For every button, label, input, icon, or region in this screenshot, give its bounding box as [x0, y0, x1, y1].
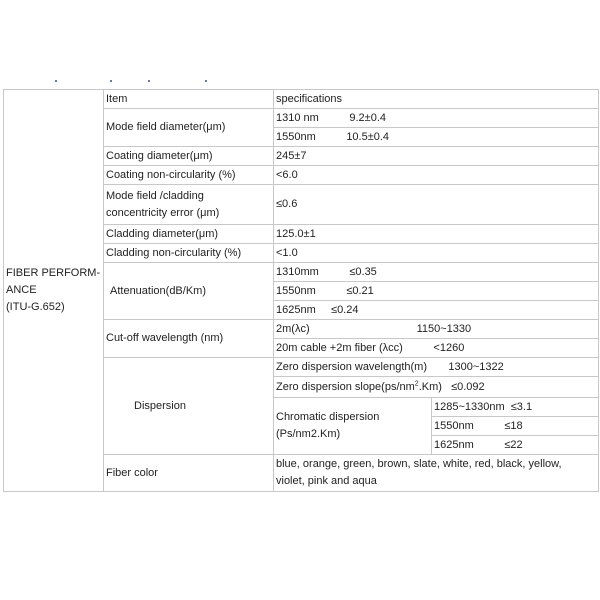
- coating-noncirc-value: <6.0: [274, 166, 599, 185]
- fiber-color-label: Fiber color: [104, 455, 274, 492]
- attenuation-value: 1625nm ≤0.24: [274, 301, 599, 320]
- header-spec: specifications: [274, 90, 599, 109]
- coating-noncirc-label: Coating non-circularity (%): [104, 166, 274, 185]
- category-line: FIBER PERFORM-: [6, 267, 101, 279]
- fiber-spec-table: [3, 89, 599, 492]
- cutoff-value: 20m cable +2m fiber (λcc) <1260: [274, 339, 599, 358]
- chromatic-value: 1625nm ≤22: [432, 436, 599, 455]
- attenuation-label: Attenuation(dB/Km): [104, 263, 274, 320]
- zero-dispersion-wavelength: Zero dispersion wavelength(m) 1300~1322: [274, 358, 599, 377]
- zero-slope-text: .Km) ≤0.092: [418, 380, 485, 393]
- concentricity-value: ≤0.6: [274, 185, 599, 225]
- cladding-noncirc-value: <1.0: [274, 244, 599, 263]
- attenuation-value: 1310mm ≤0.35: [274, 263, 599, 282]
- mode-field-value: 1550nm 10.5±0.4: [274, 128, 599, 147]
- category-cell: [4, 90, 104, 492]
- fiber-color-value: [274, 455, 599, 492]
- dispersion-label: Dispersion: [104, 358, 274, 455]
- concentricity-label-line: concentricity error (μm): [106, 206, 220, 219]
- coating-diameter-label: Coating diameter(μm): [104, 147, 274, 166]
- mode-field-label: Mode field diameter(μm): [104, 109, 274, 147]
- cladding-diameter-value: 125.0±1: [274, 225, 599, 244]
- concentricity-label: [104, 185, 274, 225]
- cutoff-value: 2m(λc) 1150~1330: [274, 320, 599, 339]
- table-row: [4, 90, 599, 109]
- decorative-dots: [0, 80, 600, 88]
- category-line: (ITU-G.652): [6, 301, 65, 313]
- attenuation-value: 1550nm ≤0.21: [274, 282, 599, 301]
- cutoff-label: Cut-off wavelength (nm): [104, 320, 274, 358]
- zero-slope-superscript: 2: [414, 379, 419, 387]
- fiber-color-line: blue, orange, green, brown, slate, white, red, black, yellow,: [276, 458, 562, 470]
- header-item: Item: [104, 90, 274, 109]
- chromatic-dispersion-label: [274, 398, 432, 455]
- cladding-noncirc-label: Cladding non-circularity (%): [104, 244, 274, 263]
- chromatic-label-line: Chromatic dispersion: [276, 411, 380, 423]
- zero-dispersion-slope: [274, 377, 599, 398]
- category-line: ANCE: [6, 284, 37, 296]
- zero-slope-text: Zero dispersion slope(ps/nm: [276, 380, 415, 393]
- chromatic-value: 1285~1330nm ≤3.1: [432, 398, 599, 417]
- concentricity-label-line: Mode field /cladding: [106, 189, 204, 202]
- cladding-diameter-label: Cladding diameter(μm): [104, 225, 274, 244]
- coating-diameter-value: 245±7: [274, 147, 599, 166]
- chromatic-label-line: (Ps/nm2.Km): [276, 428, 341, 440]
- chromatic-value: 1550nm ≤18: [432, 417, 599, 436]
- fiber-color-line: violet, pink and aqua: [276, 475, 377, 487]
- mode-field-value: 1310 nm 9.2±0.4: [274, 109, 599, 128]
